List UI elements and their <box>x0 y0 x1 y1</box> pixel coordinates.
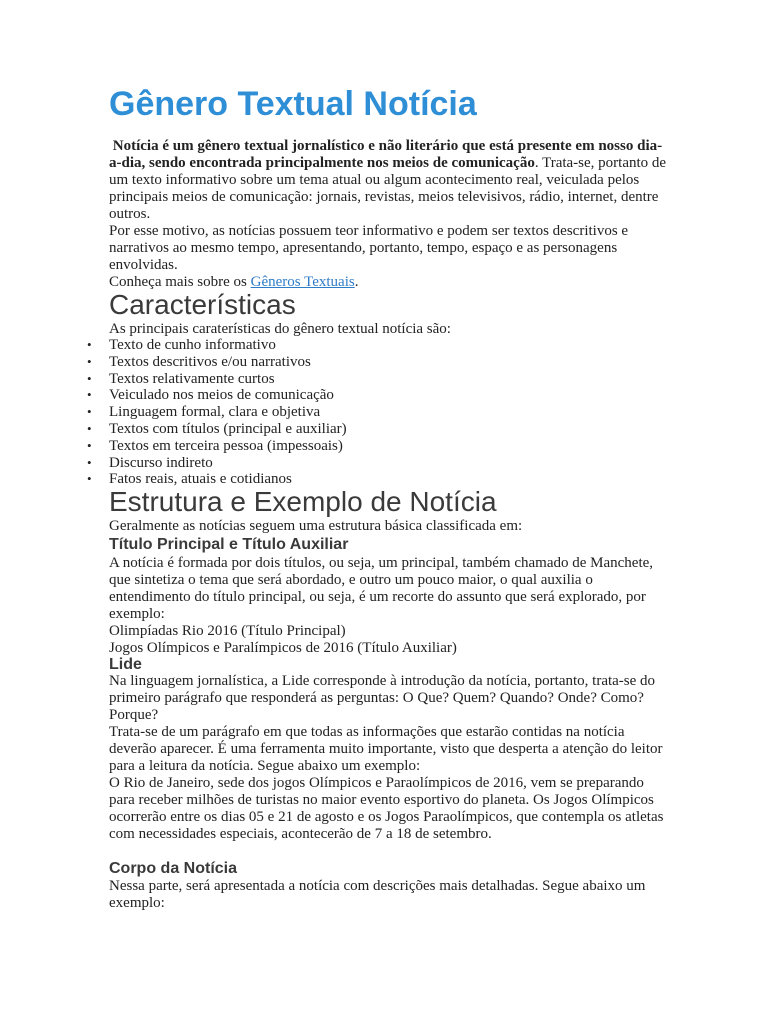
caracteristicas-heading: Características <box>109 289 296 320</box>
page-title: Gênero Textual Notícia <box>109 85 477 123</box>
lide-example: O Rio de Janeiro, sede dos jogos Olímpicos e Paraolímpicos de 2016, vem se preparando para receber milhões de turistas no maior evento esportivo do planeta. Os Jogos Olímpicos ocorrerão entre os dias 05 e 21 de agosto e os Jogos Paraolímpicos, que contempla os atletas com necessidades especiais, acontecerão de 7 a 18 de setembro. <box>109 775 664 842</box>
lide-heading: Lide <box>109 656 142 673</box>
list-item <box>87 387 347 404</box>
titulo-heading: Título Principal e Título Auxiliar <box>109 536 349 553</box>
corpo-section <box>109 878 669 912</box>
list-item-text: Linguagem formal, clara e objetiva <box>109 404 321 421</box>
bullet-icon: • <box>87 353 92 369</box>
list-item <box>87 421 347 438</box>
caracteristicas-lead: As principais caraterísticas do gênero textual notícia são: <box>109 321 451 337</box>
list-item-text: Textos em terceira pessoa (impessoais) <box>109 437 343 454</box>
list-item <box>87 354 347 371</box>
list-item <box>87 404 347 421</box>
bullet-icon: • <box>87 437 92 453</box>
list-item-text: Discurso indireto <box>109 454 213 471</box>
list-item-text: Texto de cunho informativo <box>109 337 276 353</box>
list-item-text: Textos relativamente curtos <box>109 370 275 387</box>
list-item-text: Textos descritivos e/ou narrativos <box>109 353 311 370</box>
list-item-text: Textos com títulos (principal e auxiliar) <box>109 420 347 437</box>
titulo-paragraph: A notícia é formada por dois títulos, ou seja, um principal, também chamado de Manchete, que sintetiza o tema que será abordado, e outro um pouco maior, o qual auxilia o entendimento do título principal, ou seja, é um recorte do assunto que será explorado, por exemplo: <box>109 555 654 622</box>
bullet-icon: • <box>87 471 92 487</box>
more-suffix: . <box>354 274 359 290</box>
lide-paragraph-1: Na linguagem jornalística, a Lide corresponde à introdução da notícia, portanto, trata-se do primeiro parágrafo que responderá as perguntas: O Que? Quem? Quando? Onde? Como? Porque? <box>109 673 656 723</box>
intro-paragraph <box>109 138 669 223</box>
lide-paragraph-2: Trata-se de um parágrafo em que todas as informações que estarão contidas na notícia deverão aparecer. É uma ferramenta muito importante, visto que desperta a atenção do leitor para a leitura da notícia. Segue abaixo um exemplo: <box>109 724 663 774</box>
estrutura-heading: Estrutura e Exemplo de Notícia <box>109 486 497 517</box>
lide-section <box>109 673 669 843</box>
estrutura-lead: Geralmente as notícias seguem uma estrutura básica classificada em: <box>109 518 523 534</box>
list-item <box>87 455 347 472</box>
intro-rest-text: . Trata-se, portanto de um texto informativo sobre um tema atual ou algum acontecimento real, veiculada pelos principais meios de comunicação: jornais, revistas, meios televisivos, rádio, internet, dentre outros. <box>109 155 667 222</box>
bullet-icon: • <box>87 337 92 352</box>
titulo-example-2: Jogos Olímpicos e Paralímpicos de 2016 (Título Auxiliar) <box>109 640 457 656</box>
corpo-paragraph: Nessa parte, será apresentada a notícia com descrições mais detalhadas. Segue abaixo um exemplo: <box>109 878 646 911</box>
bullet-icon: • <box>87 404 92 420</box>
bullet-icon: • <box>87 420 92 436</box>
bullet-icon: • <box>87 387 92 403</box>
titulo-example-1: Olimpíadas Rio 2016 (Título Principal) <box>109 623 346 639</box>
titulo-section <box>109 555 669 657</box>
intro-section <box>109 138 669 291</box>
bullet-icon: • <box>87 454 92 470</box>
list-item <box>87 337 347 354</box>
more-prefix: Conheça mais sobre os <box>109 274 251 290</box>
list-item <box>87 438 347 455</box>
caracteristicas-list <box>87 337 347 488</box>
list-item-text: Veiculado nos meios de comunicação <box>109 387 334 404</box>
intro-bold-text: Notícia é um gênero textual jornalístico e não literário que está presente em nosso dia-a-dia, sendo encontrada principalmente nos meios de comunicação <box>109 138 663 171</box>
list-item <box>87 371 347 388</box>
intro-paragraph-2: Por esse motivo, as notícias possuem teor informativo e podem ser textos descritivos e narrativos ao mesmo tempo, apresentando, portanto, tempo, espaço e as personagens envolvidas. <box>109 223 629 273</box>
list-item-text: Fatos reais, atuais e cotidianos <box>109 471 292 488</box>
bullet-icon: • <box>87 370 92 386</box>
generos-textuais-link[interactable]: Gêneros Textuais <box>250 274 355 290</box>
corpo-heading: Corpo da Notícia <box>109 860 238 877</box>
